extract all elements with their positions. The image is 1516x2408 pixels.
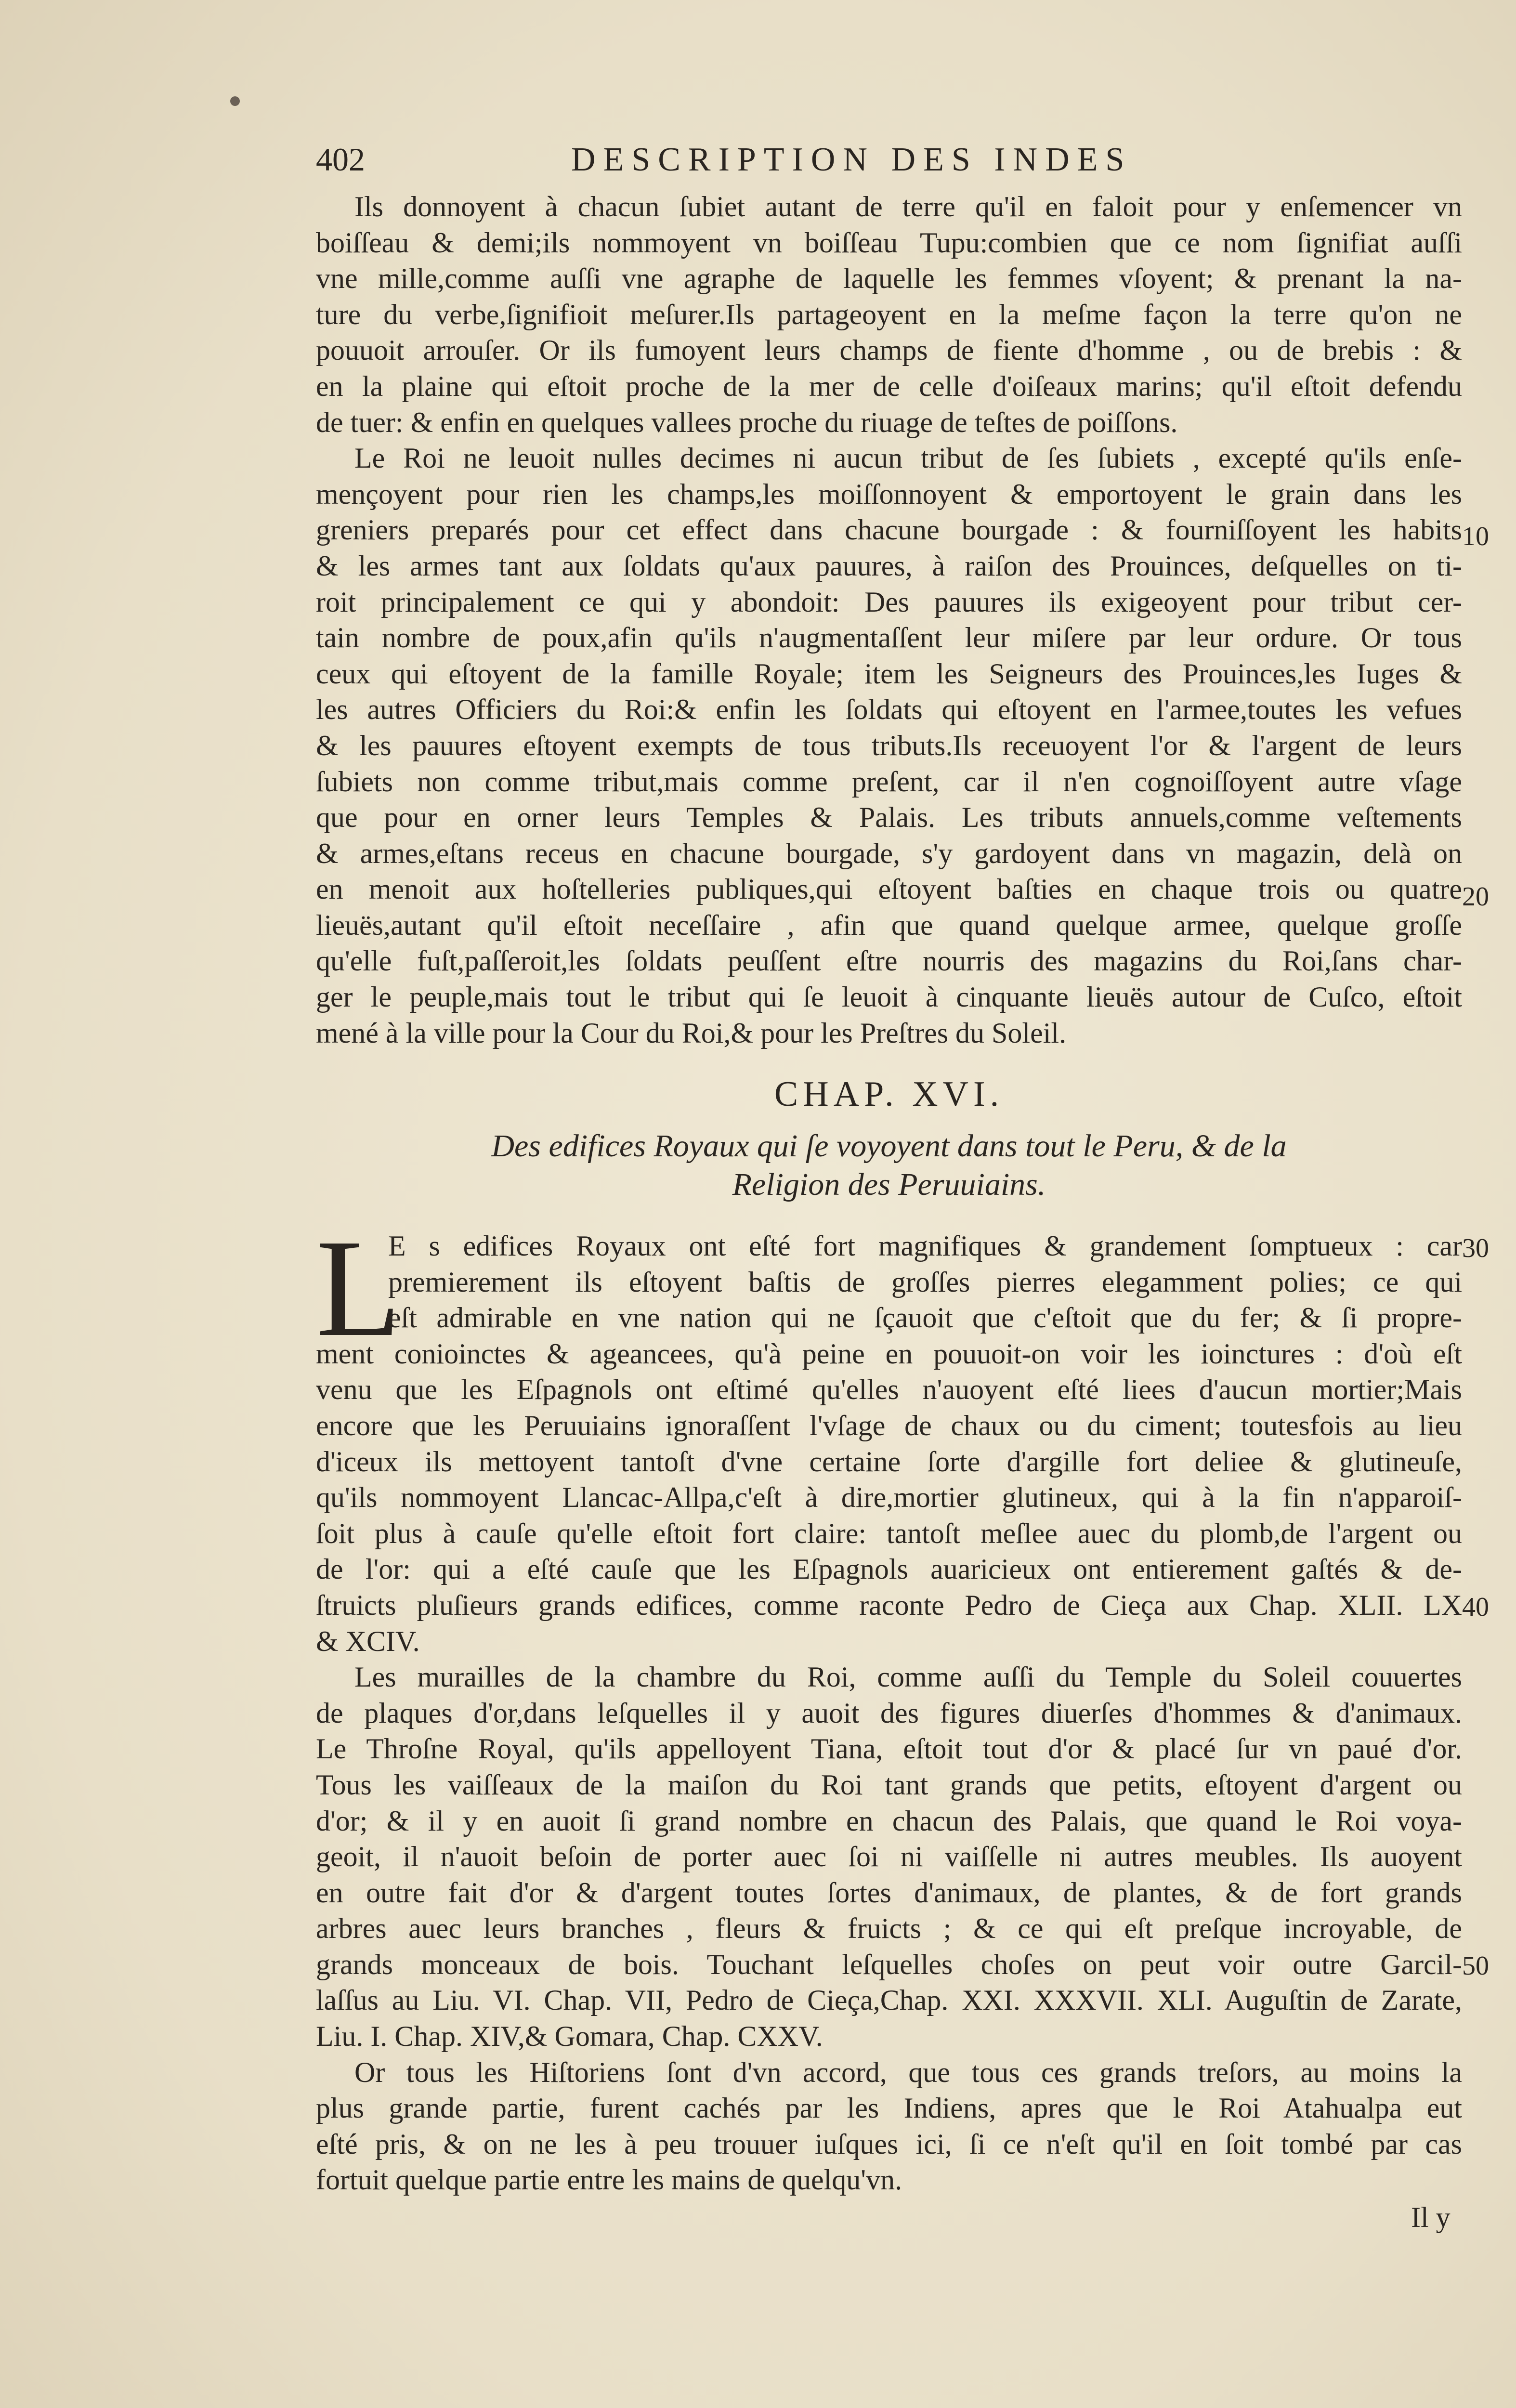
text-line: pouuoit arrouſer. Or ils fumoyent leurs champs de fiente d'homme , ou de brebis : & bbox=[316, 334, 1462, 366]
catchword: Il y bbox=[1411, 2201, 1451, 2233]
text-line: ceux qui eſtoyent de la famille Royale; item les Seigneurs des Prouinces,les Iuges & bbox=[316, 657, 1462, 690]
text-line: Ils donnoyent à chacun ſubiet autant de terre qu'il en faloit pour y enſemencer vn bbox=[354, 191, 1462, 222]
text-line: boiſſeau & demi;ils nommoyent vn boiſſeau Tupu:combien que ce nom ſignifiat auſſi bbox=[316, 226, 1462, 259]
text-line: qu'elle fuſt,paſſeroit,les ſoldats peuſſent eſtre nourris des magazins du Roi,ſans char- bbox=[316, 945, 1462, 977]
page-header bbox=[316, 141, 1462, 184]
text-line: de plaques d'or,dans leſquelles il y auoit des figures diuerſes d'hommes & d'animaux. bbox=[316, 1697, 1462, 1729]
text-line: de tuer: & enfin en quelques vallees proche du riuage de teſtes de poiſſons. bbox=[316, 406, 1178, 438]
drop-capital: L bbox=[316, 1211, 402, 1365]
text-line: ſubiets non comme tribut,mais comme preſent, car il n'en cognoiſſoyent autre vſage bbox=[316, 765, 1462, 798]
text-line: ger le peuple,mais tout le tribut qui ſe leuoit à cinquante lieuës autour de Cuſco, eſtoit bbox=[316, 981, 1462, 1013]
text-line: en la plaine qui eſtoit proche de la mer de celle d'oiſeaux marins; qu'il eſtoit defendu bbox=[316, 370, 1462, 402]
chapter-subtitle-line-1: Des edifices Royaux qui ſe voyoyent dans tout le Peru, & de la bbox=[491, 1128, 1287, 1164]
text-line: Liu. I. Chap. XIV,& Gomara, Chap. CXXV. bbox=[316, 2020, 823, 2053]
text-line: Or tous les Hiſtoriens ſont d'vn accord, que tous ces grands treſors, au moins la bbox=[354, 2056, 1462, 2088]
margin-line-number: 50 bbox=[1462, 1951, 1489, 1981]
text-line: venu que les Eſpagnols ont eſtimé qu'elles n'auoyent eſté liees d'aucun mortier;Mais bbox=[316, 1374, 1462, 1406]
text-line: que pour en orner leurs Temples & Palais. Les tributs annuels,comme veſtements bbox=[316, 801, 1462, 834]
margin-line-number: 30 bbox=[1462, 1233, 1489, 1263]
text-block-1 bbox=[316, 189, 1462, 1051]
margin-line-number: 40 bbox=[1462, 1592, 1489, 1622]
text-line: en outre fait d'or & d'argent toutes ſortes d'animaux, de plantes, & de fort grands bbox=[316, 1876, 1462, 1909]
text-line: & XCIV. bbox=[316, 1625, 420, 1657]
text-line: roit principalement ce qui y abondoit: Des pauures ils exigeoyent pour tribut cer- bbox=[316, 586, 1462, 618]
chapter-subtitle-line-2: Religion des Peruuiains. bbox=[732, 1167, 1046, 1202]
page-number: 402 bbox=[316, 141, 365, 178]
text-line: & armes,eſtans receus en chacune bourgade, s'y gardoyent dans vn magazin, delà on bbox=[316, 837, 1462, 869]
margin-line-number: 20 bbox=[1462, 882, 1489, 912]
chapter-subtitle bbox=[316, 1127, 1462, 1204]
text-line: Le Throſne Royal, qu'ils appelloyent Tiana, eſtoit tout d'or & placé ſur vn paué d'or. bbox=[316, 1733, 1462, 1765]
text-line: geoit, il n'auoit beſoin de porter auec ſoi ni vaiſſelle ni autres meubles. Ils auoyent bbox=[316, 1841, 1462, 1873]
text-block-2 bbox=[316, 1211, 1462, 2198]
ink-speck bbox=[230, 96, 240, 106]
text-line: ſtruicts pluſieurs grands edifices, comme raconte Pedro de Cieça aux Chap. XLII. LX bbox=[316, 1589, 1462, 1621]
text-line: Tous les vaiſſeaux de la maiſon du Roi tant grands que petits, eſtoyent d'argent ou bbox=[316, 1768, 1462, 1801]
text-line: Le Roi ne leuoit nulles decimes ni aucun tribut de ſes ſubiets , excepté qu'ils enſe- bbox=[354, 442, 1462, 474]
text-line: laſſus au Liu. VI. Chap. VII, Pedro de Cieça,Chap. XXI. XXXVII. XLI. Auguſtin de Zarate, bbox=[316, 1984, 1462, 2016]
text-line: encore que les Peruuiains ignoraſſent l'vſage de chaux ou du ciment; toutesfois au lieu bbox=[316, 1409, 1462, 1441]
running-title: DESCRIPTION DES INDES bbox=[571, 141, 1132, 178]
margin-line-number: 10 bbox=[1462, 522, 1489, 551]
text-line: Les murailles de la chambre du Roi, comme auſſi du Temple du Soleil couuertes bbox=[354, 1661, 1462, 1693]
text-line: arbres auec leurs branches , fleurs & fruicts ; & ce qui eſt preſque incroyable, de bbox=[316, 1912, 1462, 1945]
text-line: ture du verbe,ſignifioit meſurer.Ils partageoyent en la meſme façon la terre qu'on ne bbox=[316, 298, 1462, 330]
text-line: vne mille,comme auſſi vne agraphe de laquelle les femmes vſoyent; & prenant la na- bbox=[316, 262, 1462, 295]
text-line: ment conioinctes & ageancees, qu'à peine en pouuoit-on voir les ioinctures : d'où eſt bbox=[316, 1337, 1462, 1370]
text-line: & les armes tant aux ſoldats qu'aux pauures, à raiſon des Prouinces, deſquelles on ti- bbox=[316, 550, 1462, 582]
text-line: eſté pris, & on ne les à peu trouuer iuſques ici, ſi ce n'eſt qu'il en ſoit tombé par cas bbox=[316, 2128, 1462, 2160]
text-line: tain nombre de poux,afin qu'ils n'augmentaſſent leur miſere par leur ordure. Or tous bbox=[316, 622, 1462, 654]
text-line: plus grande partie, furent cachés par les Indiens, apres que le Roi Atahualpa eut bbox=[316, 2092, 1462, 2124]
text-line: greniers preparés pour cet effect dans chacune bourgade : & fourniſſoyent les habits bbox=[316, 514, 1462, 546]
text-line: de l'or: qui a eſté cauſe que les Eſpagnols auaricieux ont entierement gaſtés & de- bbox=[316, 1553, 1462, 1585]
text-line: qu'ils nommoyent Llancac-Allpa,c'eſt à dire,mortier glutineux, qui à la fin n'apparoiſ- bbox=[316, 1481, 1462, 1514]
text-line: eſt admirable en vne nation qui ne ſçauoit que c'eſtoit que du fer; & ſi propre- bbox=[388, 1302, 1462, 1334]
text-line: mené à la ville pour la Cour du Roi,& pour les Preſtres du Soleil. bbox=[316, 1017, 1067, 1049]
text-line: les autres Officiers du Roi:& enfin les ſoldats qui eſtoyent en l'armee,toutes les vefues bbox=[316, 694, 1462, 726]
text-line: mençoyent pour rien les champs,les moiſſonnoyent & emportoyent le grain dans les bbox=[316, 478, 1462, 510]
chapter-title: CHAP. XVI. bbox=[774, 1074, 1004, 1114]
text-line: d'or; & il y en auoit ſi grand nombre en chacun des Palais, que quand le Roi voya- bbox=[316, 1805, 1462, 1837]
text-line: E s edifices Royaux ont eſté fort magnifiques & grandement ſomptueux : car bbox=[388, 1230, 1462, 1262]
text-line: fortuit quelque partie entre les mains de quelqu'vn. bbox=[316, 2164, 902, 2196]
text-line: ſoit plus à cauſe qu'elle eſtoit fort claire: tantoſt meſlee auec du plomb,de l'argent ou bbox=[316, 1517, 1462, 1549]
text-line: en menoit aux hoſtelleries publiques,qui eſtoyent baſties en chaque trois ou quatre bbox=[316, 873, 1462, 905]
text-line: d'iceux ils mettoyent tantoſt d'vne certaine ſorte d'argille fort deliee & glutineuſe, bbox=[316, 1445, 1462, 1478]
text-line: & les pauures eſtoyent exempts de tous tributs.Ils receuoyent l'or & l'argent de leurs bbox=[316, 729, 1462, 761]
text-line: lieuës,autant qu'il eſtoit neceſſaire , afin que quand quelque armee, quelque groſſe bbox=[316, 909, 1462, 941]
text-line: grands monceaux de bois. Touchant leſquelles choſes on peut voir outre Garcil- bbox=[316, 1948, 1462, 1980]
text-line: premierement ils eſtoyent baſtis de groſſes pierres elegamment polies; ce qui bbox=[388, 1266, 1462, 1298]
